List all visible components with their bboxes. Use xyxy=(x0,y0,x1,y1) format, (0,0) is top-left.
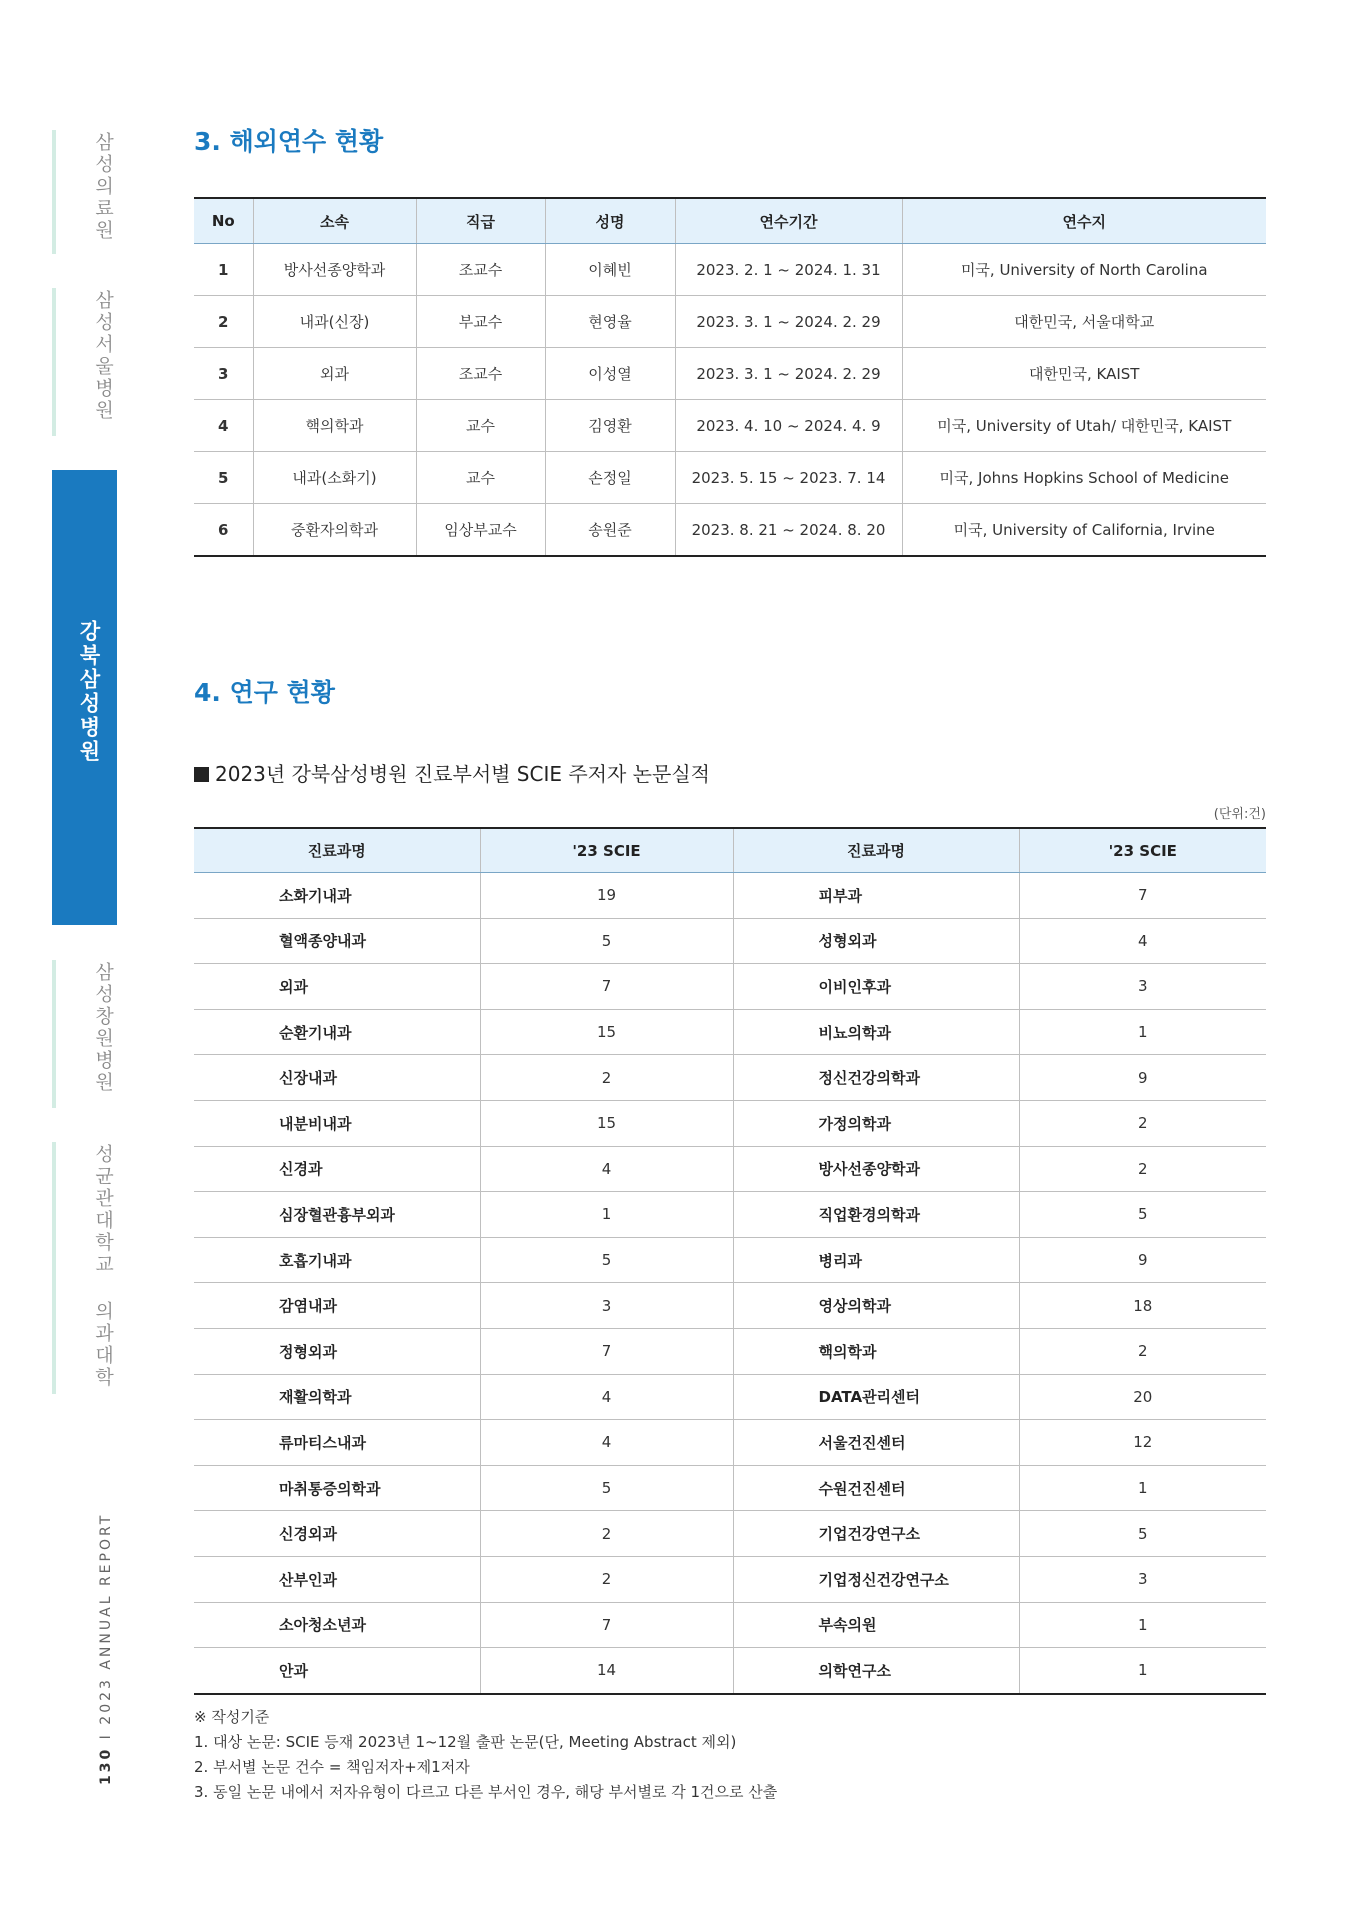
cell-no: 1 xyxy=(194,244,253,296)
table-row xyxy=(194,1100,1266,1146)
cell-scie-left: 4 xyxy=(480,1374,733,1420)
footer-separator: I xyxy=(98,1732,114,1740)
cell-scie-right: 1 xyxy=(1019,1009,1266,1055)
cell-department-left: 류마티스내과 xyxy=(194,1420,480,1466)
side-nav-item-kangbuk-samsung-hospital[interactable] xyxy=(52,470,117,925)
cell-department-left: 안과 xyxy=(279,1661,308,1680)
side-nav-label: 성균관대학교 의과대학 xyxy=(92,1144,114,1389)
cell-department: 내과(신장) xyxy=(253,296,416,348)
report-title: 2023 ANNUAL REPORT xyxy=(98,1512,114,1725)
side-nav-label: 삼성의료원 xyxy=(92,132,114,242)
cell-scie-left: 1 xyxy=(480,1192,733,1238)
cell-department-left: 소화기내과 xyxy=(194,873,480,919)
note-heading: ※ 작성기준 xyxy=(194,1708,270,1726)
table-row xyxy=(194,1465,1266,1511)
table-row xyxy=(194,873,1266,919)
cell-scie-left: 14 xyxy=(480,1648,733,1694)
cell-no: 2 xyxy=(194,296,253,348)
side-nav-item-skku-medicine[interactable] xyxy=(52,1142,117,1394)
cell-department-right: 직업환경의학과 xyxy=(733,1192,1019,1238)
side-nav-bar xyxy=(52,1142,56,1394)
side-nav-bar xyxy=(52,288,56,436)
cell-scie-right: 20 xyxy=(1019,1374,1266,1420)
table-row xyxy=(194,1237,1266,1283)
side-nav-label: 삼성서울병원 xyxy=(92,290,114,422)
cell-no: 4 xyxy=(194,400,253,452)
cell-period: 2023. 5. 15 ~ 2023. 7. 14 xyxy=(675,452,902,504)
note-item: 2. 부서별 논문 건수 = 책임저자+제1저자 xyxy=(194,1758,470,1776)
cell-department-right: DATA관리센터 xyxy=(733,1374,1019,1420)
table-header-row xyxy=(194,828,1266,873)
cell-position: 임상부교수 xyxy=(416,504,545,557)
cell-period: 2023. 3. 1 ~ 2024. 2. 29 xyxy=(675,296,902,348)
cell-location: 미국, Johns Hopkins School of Medicine xyxy=(902,452,1266,504)
cell-scie-left: 5 xyxy=(480,918,733,964)
cell-scie-right: 2 xyxy=(1019,1146,1266,1192)
cell-department-left: 마취통증의학과 xyxy=(194,1465,480,1511)
cell-department-right: 서울건진센터 xyxy=(733,1420,1019,1466)
cell-position: 교수 xyxy=(416,400,545,452)
cell-location: 대한민국, 서울대학교 xyxy=(902,296,1266,348)
table-row xyxy=(194,452,1266,504)
cell-name: 송원준 xyxy=(545,504,675,557)
table-row xyxy=(194,1192,1266,1238)
cell-department-right: 가정의학과 xyxy=(733,1100,1019,1146)
table-row xyxy=(194,964,1266,1010)
cell-scie-left: 7 xyxy=(480,1328,733,1374)
cell-department-right: 방사선종양학과 xyxy=(733,1146,1019,1192)
cell-name: 손정일 xyxy=(545,452,675,504)
cell-scie-left: 4 xyxy=(480,1146,733,1192)
cell-department: 내과(소화기) xyxy=(253,452,416,504)
side-nav-bar xyxy=(52,960,56,1108)
cell-department-left: 순환기내과 xyxy=(194,1009,480,1055)
subtitle-text: 2023년 강북삼성병원 진료부서별 SCIE 주저자 논문실적 xyxy=(215,762,710,786)
table-row xyxy=(194,1146,1266,1192)
cell-scie-left: 3 xyxy=(480,1283,733,1329)
notes xyxy=(194,1705,777,1805)
page-number: 130 xyxy=(98,1746,114,1785)
cell-department-left: 감염내과 xyxy=(194,1283,480,1329)
cell-department-right: 피부과 xyxy=(733,873,1019,919)
side-nav-label: 삼성창원병원 xyxy=(92,962,114,1094)
cell-scie-right: 3 xyxy=(1019,1556,1266,1602)
header-department: 소속 xyxy=(253,198,416,244)
cell-scie-left: 7 xyxy=(480,964,733,1010)
cell-scie-left: 15 xyxy=(480,1009,733,1055)
cell-scie-right: 9 xyxy=(1019,1055,1266,1101)
cell-department-right: 영상의학과 xyxy=(733,1283,1019,1329)
cell-scie-left: 5 xyxy=(480,1237,733,1283)
cell-scie-left: 19 xyxy=(480,873,733,919)
table-row xyxy=(194,1648,1266,1694)
cell-scie-left: 2 xyxy=(480,1556,733,1602)
cell-department-left: 외과 xyxy=(194,964,480,1010)
cell-scie-right: 2 xyxy=(1019,1100,1266,1146)
cell-department-left: 재활의학과 xyxy=(194,1374,480,1420)
table-header-row xyxy=(194,198,1266,244)
section4-title: 4. 연구 현황 xyxy=(194,678,335,707)
cell-department-right: 이비인후과 xyxy=(733,964,1019,1010)
cell-scie-left: 7 xyxy=(480,1602,733,1648)
cell-department-left: 혈액종양내과 xyxy=(194,918,480,964)
cell-department-right: 기업건강연구소 xyxy=(733,1511,1019,1557)
cell-location: 미국, University of California, Irvine xyxy=(902,504,1266,557)
cell-scie-left: 15 xyxy=(480,1100,733,1146)
table-row xyxy=(194,400,1266,452)
cell-name: 현영율 xyxy=(545,296,675,348)
cell-scie-right: 2 xyxy=(1019,1328,1266,1374)
side-nav-item-samsung-seoul-hospital[interactable] xyxy=(52,288,117,436)
cell-no: 6 xyxy=(218,520,229,539)
cell-department: 중환자의학과 xyxy=(253,504,416,557)
cell-scie-right: 18 xyxy=(1019,1283,1266,1329)
table-row xyxy=(194,1328,1266,1374)
table-subtitle xyxy=(194,758,710,787)
cell-period: 2023. 4. 10 ~ 2024. 4. 9 xyxy=(675,400,902,452)
section3-title: 3. 해외연수 현황 xyxy=(194,127,384,156)
unit-label: (단위:건) xyxy=(1213,807,1266,822)
cell-scie-right: 4 xyxy=(1019,918,1266,964)
cell-department-right: 정신건강의학과 xyxy=(733,1055,1019,1101)
cell-department-right: 부속의원 xyxy=(733,1602,1019,1648)
cell-period: 2023. 2. 1 ~ 2024. 1. 31 xyxy=(675,244,902,296)
cell-department-right: 의학연구소 xyxy=(733,1648,1019,1694)
table-row xyxy=(194,1511,1266,1557)
side-nav-item-samsung-changwon-hospital[interactable] xyxy=(52,960,117,1108)
header-period: 연수기간 xyxy=(675,198,902,244)
overseas-training-table xyxy=(194,197,1266,557)
scie-papers-table xyxy=(194,827,1266,1695)
header-scie-right: '23 SCIE xyxy=(1019,828,1266,873)
cell-location: 미국, University of North Carolina xyxy=(902,244,1266,296)
table-row xyxy=(194,1055,1266,1101)
table-row xyxy=(194,1009,1266,1055)
side-nav-bar xyxy=(52,130,56,254)
cell-scie-right: 9 xyxy=(1019,1237,1266,1283)
cell-position: 조교수 xyxy=(416,244,545,296)
table-row xyxy=(194,918,1266,964)
cell-department-left: 심장혈관흉부외과 xyxy=(194,1192,480,1238)
cell-department-left: 산부인과 xyxy=(194,1556,480,1602)
cell-department-left: 신경외과 xyxy=(194,1511,480,1557)
table-row xyxy=(194,1556,1266,1602)
cell-scie-right: 12 xyxy=(1019,1420,1266,1466)
cell-position: 부교수 xyxy=(416,296,545,348)
header-scie-left: '23 SCIE xyxy=(480,828,733,873)
cell-position: 교수 xyxy=(416,452,545,504)
header-no: No xyxy=(194,198,253,244)
cell-scie-right: 7 xyxy=(1019,873,1266,919)
header-position: 직급 xyxy=(416,198,545,244)
header-name: 성명 xyxy=(545,198,675,244)
cell-period: 2023. 3. 1 ~ 2024. 2. 29 xyxy=(675,348,902,400)
note-item: 1. 대상 논문: SCIE 등재 2023년 1~12월 출판 논문(단, Meeting Abstract 제외) xyxy=(194,1733,737,1751)
cell-department-right: 성형외과 xyxy=(733,918,1019,964)
cell-department-right: 비뇨의학과 xyxy=(733,1009,1019,1055)
cell-name: 이성열 xyxy=(545,348,675,400)
cell-name: 김영환 xyxy=(545,400,675,452)
cell-scie-right: 5 xyxy=(1019,1511,1266,1557)
cell-scie-right: 1 xyxy=(1019,1465,1266,1511)
table-row xyxy=(194,1420,1266,1466)
cell-period: 2023. 8. 21 ~ 2024. 8. 20 xyxy=(675,504,902,557)
table-row xyxy=(194,504,1266,557)
square-bullet-icon xyxy=(194,767,209,782)
header-location: 연수지 xyxy=(902,198,1266,244)
cell-department-right: 기업정신건강연구소 xyxy=(733,1556,1019,1602)
cell-location: 대한민국, KAIST xyxy=(902,348,1266,400)
cell-location: 미국, University of Utah/ 대한민국, KAIST xyxy=(902,400,1266,452)
cell-department-left: 소아청소년과 xyxy=(194,1602,480,1648)
cell-scie-left: 2 xyxy=(480,1511,733,1557)
cell-department: 외과 xyxy=(253,348,416,400)
table-row xyxy=(194,348,1266,400)
table-row xyxy=(194,244,1266,296)
cell-position: 조교수 xyxy=(416,348,545,400)
cell-scie-right: 5 xyxy=(1019,1192,1266,1238)
cell-department-left: 호흡기내과 xyxy=(194,1237,480,1283)
cell-department: 핵의학과 xyxy=(253,400,416,452)
cell-department-left: 내분비내과 xyxy=(194,1100,480,1146)
cell-no: 3 xyxy=(194,348,253,400)
cell-scie-right: 3 xyxy=(1019,964,1266,1010)
header-department-right: 진료과명 xyxy=(733,828,1019,873)
side-nav-label-active: 강북삼성병원 xyxy=(77,620,101,764)
cell-department-left: 신경과 xyxy=(194,1146,480,1192)
cell-scie-left: 4 xyxy=(480,1420,733,1466)
cell-scie-left: 2 xyxy=(480,1055,733,1101)
cell-department-right: 핵의학과 xyxy=(733,1328,1019,1374)
cell-scie-left: 5 xyxy=(480,1465,733,1511)
cell-name: 이혜빈 xyxy=(545,244,675,296)
note-item: 3. 동일 논문 내에서 저자유형이 다르고 다른 부서인 경우, 해당 부서별로 각 1건으로 산출 xyxy=(194,1783,778,1801)
cell-scie-right: 1 xyxy=(1019,1648,1266,1694)
table-row xyxy=(194,1602,1266,1648)
table-row xyxy=(194,1374,1266,1420)
scie-table-body xyxy=(194,873,1266,1694)
cell-department-left: 신장내과 xyxy=(194,1055,480,1101)
side-nav-item-samsung-medical-center[interactable] xyxy=(52,130,117,254)
table-row xyxy=(194,1283,1266,1329)
cell-department-right: 병리과 xyxy=(733,1237,1019,1283)
table-row xyxy=(194,296,1266,348)
cell-no: 5 xyxy=(194,452,253,504)
cell-department: 방사선종양학과 xyxy=(253,244,416,296)
header-department-left: 진료과명 xyxy=(194,828,480,873)
cell-scie-right: 1 xyxy=(1019,1602,1266,1648)
page-footer xyxy=(98,1512,114,1785)
cell-department-left: 정형외과 xyxy=(194,1328,480,1374)
cell-department-right: 수원건진센터 xyxy=(733,1465,1019,1511)
